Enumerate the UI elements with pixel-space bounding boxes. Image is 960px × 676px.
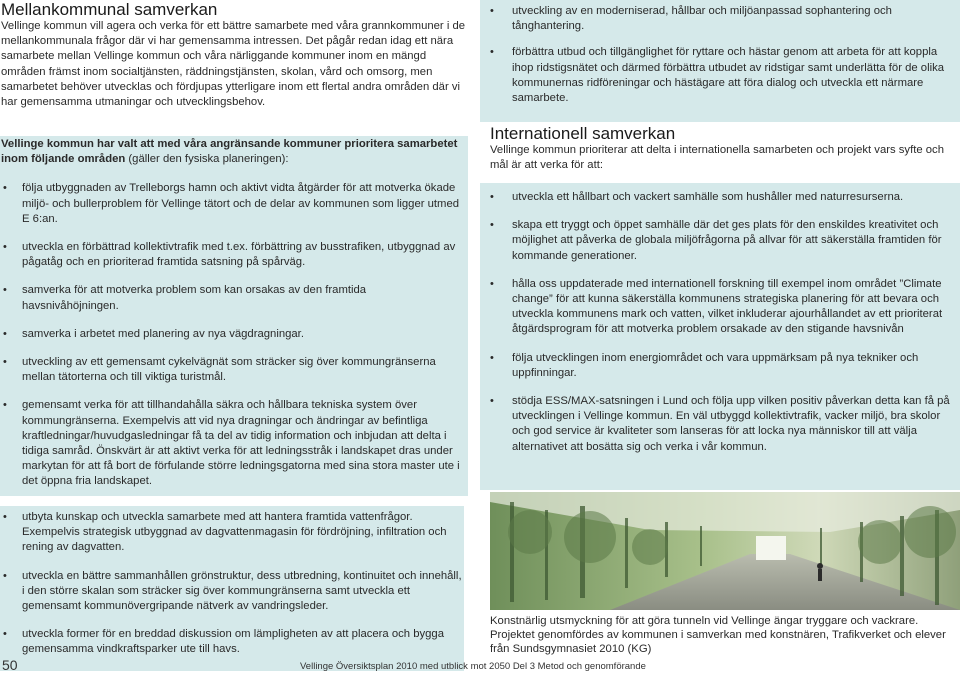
- right-column: [480, 0, 960, 676]
- page-number: 50: [2, 657, 18, 673]
- priority-list-right: [480, 4, 960, 106]
- priority-lead: [0, 136, 464, 167]
- international-box: [480, 183, 960, 490]
- intro-paragraph: Vellinge kommun vill agera och verka för ett bättre samarbete med våra grannkommuner i de mellankommunala frågor där vi har gemensamma intressen. Det pågår redan idag ett nära samarbete mellan Vellinge kommun och våra närliggande kommuner inom en mängd områden främst inom socialtjänsten, räddningstjänsten, skolan, vård och omsorg, men samarbetet behöver utvecklas och fördjupas ytterligare inom ett flertal andra områden där vi har gemensamma utmaningar och utvecklingsbehov.: [1, 20, 466, 109]
- intro-section: [0, 0, 472, 125]
- list-item: • utveckling av ett gemensamt cykelvägnät som sträcker sig över kommungränserna mellan tätorterna och till viktiga turistmål.: [0, 355, 464, 385]
- list-item: • utveckla ett hållbart och vackert samhälle som hushåller med naturresurserna.: [480, 190, 960, 205]
- list-item: • samverka i arbetet med planering av nya vägdragningar.: [0, 327, 464, 342]
- caption-text: Konstnärlig utsmyckning för att göra tunneln vid Vellinge ängar tryggare och vackrare. Projektet genomfördes av kommunen i samverkan med konstnären, Trafikverket och elever från Sundsgymnasiet 2010 (KG): [490, 615, 946, 655]
- international-list: [480, 190, 960, 455]
- list-item: • utveckla former för en breddad diskussion om lämpligheten av att placera och bygga gemensamma vindkraftsparker ute till havs.: [0, 627, 464, 657]
- priority-list: [0, 181, 464, 489]
- photo-caption: [490, 614, 960, 656]
- list-item: • följa utvecklingen inom energiområdet och vara uppmärksam på nya tekniker och uppfinningar.: [480, 351, 960, 381]
- list-item: • förbättra utbud och tillgänglighet för ryttare och hästar genom att arbeta för att koppla ihop ridstigsnätet och därmed förbättra utbudet av ridstigar samt underlätta för de olika kommunernas ridföreningar och hästägare att föra dialog och utveckla ett närmare samarbete.: [480, 45, 960, 106]
- list-item: • följa utbyggnaden av Trelleborgs hamn och aktivt vidta åtgärder för att motverka ökade miljö- och bullerproblem för Vellinge tätort och de delar av kommunen som ligger utmed E 6:an.: [0, 181, 464, 227]
- tunnel-photo: [490, 492, 960, 610]
- priority-box: [0, 136, 468, 496]
- list-item: • skapa ett tryggt och öppet samhälle där det ges plats för den enskildes kreativitet och möjlighet att påverka de globala miljöfrågorna på allvar för att säkerställa framtiden för kommande generationer.: [480, 218, 960, 264]
- priority-box-right: [480, 0, 960, 122]
- section-heading-internationell: Internationell samverkan: [490, 124, 676, 143]
- list-item: • stödja ESS/MAX-satsningen i Lund och följa upp vilken positiv påverkan detta kan få på utvecklingen i Vellinge kommun. En väl utbyggd kollektivtrafik, vacker miljö, bra skolor och god service är kvaliteter som lanseras för att locka nya människor till att välja alternativet att bosätta sig och verka i vår kommun.: [480, 394, 960, 455]
- list-item: • utveckling av en moderniserad, hållbar och miljöanpassad sophantering och tånghantering.: [480, 4, 960, 34]
- international-intro: Vellinge kommun prioriterar att delta i internationella samarbeten och projekt vars syfte och mål är att verka för att:: [490, 144, 944, 172]
- international-section: [490, 124, 960, 173]
- priority-list-continued: [0, 506, 464, 658]
- priority-lead-bold: Vellinge kommun har valt att med våra angränsande kommuner prioritera samarbetet inom följande områden: [1, 138, 458, 166]
- section-heading-mellankommunal: Mellankommunal samverkan: [1, 0, 218, 19]
- list-item: • gemensamt verka för att tillhandahålla säkra och hållbara tekniska system över kommungränserna. Exempelvis att vid nya dragningar och ändringar av befintliga kraftledningar/huvudgasledningar få ta del av tidig information och inbjudan att delta i tidiga samråd. Önskvärt är att aktivt verka för att ledningsstråk i landskapet dras under markytan för att få bort de förfulande större ledningsgatorna med sina stora master ute i det öppna fria landskapet.: [0, 398, 464, 489]
- priority-box-continued: [0, 506, 464, 671]
- list-item: • hålla oss uppdaterade med internationell forskning till exempel inom området ”Climate change” för att kunna säkerställa kommunens strategiska planering för att bevara och utveckla kommunens mark och vatten, vilket inkluderar ajourhållandet av ett prioriterat åtgärdsprogram för att motverka problem orsakade av den stigande havsnivån: [480, 277, 960, 338]
- list-item: • utveckla en bättre sammanhållen grönstruktur, dess utbredning, kontinuitet och innehåll, i den större skalan som sträcker sig över kommungränserna samt utveckla ett gemensamt kommunövergripande nätverk av vandringsleder.: [0, 569, 464, 615]
- page-footer: Vellinge Översiktsplan 2010 med utblick mot 2050 Del 3 Metod och genomförande: [300, 661, 646, 672]
- list-item: • utveckla en förbättrad kollektivtrafik med t.ex. förbättring av busstrafiken, utbyggnad av pågatåg och en prioriterad framtida satsning på spårväg.: [0, 240, 464, 270]
- list-item: • utbyta kunskap och utveckla samarbete med att hantera framtida vattenfrågor. Exempelvis strategisk utbyggnad av dagvattenmagasin för fördröjning, infiltration och rening av dagvatten.: [0, 510, 464, 556]
- tunnel-photo-illustration: [490, 492, 960, 610]
- list-item: • samverka för att motverka problem som kan orsakas av den framtida havsnivåhöjningen.: [0, 283, 464, 313]
- priority-lead-rest: (gäller den fysiska planeringen):: [125, 153, 289, 166]
